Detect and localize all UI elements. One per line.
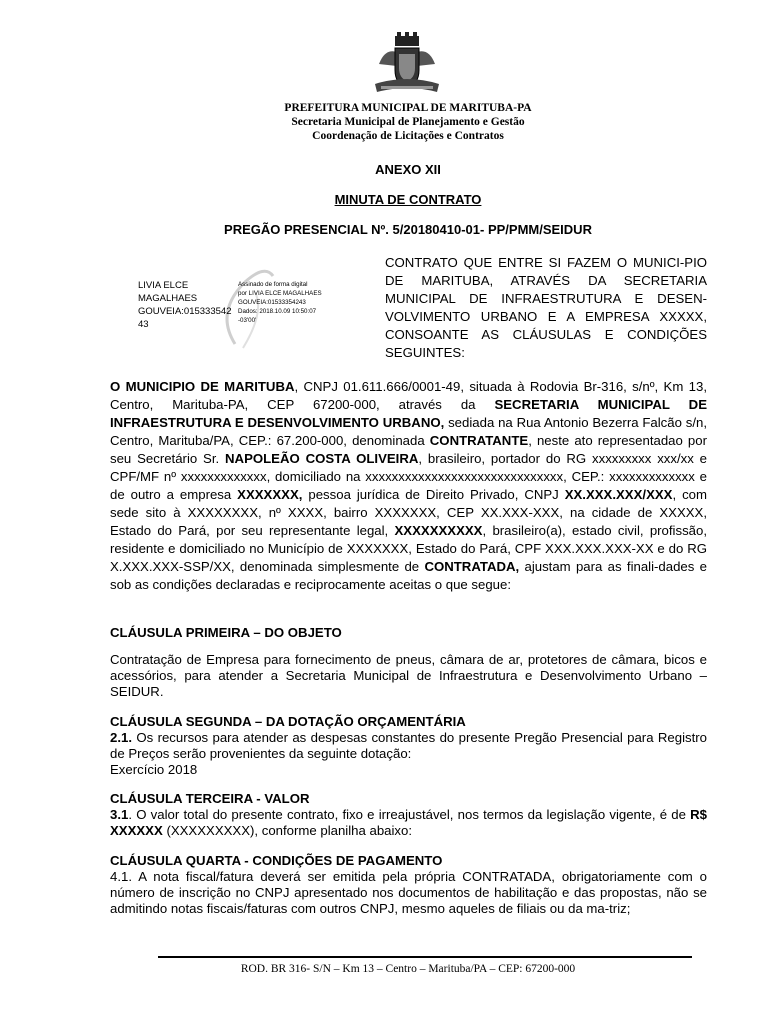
header-coordenacao: Coordenação de Licitações e Contratos [312,130,504,142]
clause-3-title: CLÁUSULA TERCEIRA - VALOR [110,791,310,806]
clause-1-text: Contratação de Empresa para fornecimento de pneus, câmara de ar, protetores de câmara, bicos e acessórios, para atender a Secretaria Municipal de Infraestrutura e Desenvolvimento Urbano – SEIDUR. [110,652,707,699]
header-secretaria: Secretaria Municipal de Planejamento e Gestão [291,116,525,128]
clause-3-text: 3.1. O valor total do presente contrato, fixo e irreajustável, nos termos da legislação vigente, é de R$ XXXXXX (XXXXXXXXX), conforme planilha abaixo: [110,807,707,838]
pregao-title: PREGÃO PRESENCIAL Nº. 5/20180410-01- PP/PMM/SEIDUR [224,222,592,237]
header-prefeitura: PREFEITURA MUNICIPAL DE MARITUBA-PA [284,102,532,114]
signature-info: Assinado de forma digital por LIVIA ELCE MAGALHAES GOUVEIA:01533354243 Dados: 2018.10.09 10:50:07 -03'00' [238,281,322,324]
clause-2-exercise: Exercício 2018 [110,762,198,777]
clause-2-title: CLÁUSULA SEGUNDA – DA DOTAÇÃO ORÇAMENTÁRIA [110,714,466,729]
coat-of-arms-logo [371,30,443,100]
footer-divider [158,956,692,958]
clause-1-title: CLÁUSULA PRIMEIRA – DO OBJETO [110,625,342,640]
clause-2-text: 2.1. Os recursos para atender as despesas constantes do presente Pregão Presencial para Registro de Preços serão provenientes da seguinte dotação: [110,730,707,761]
minuta-title: MINUTA DE CONTRATO [334,192,482,207]
contract-intro: CONTRATO QUE ENTRE SI FAZEM O MUNICI-PIO DE MARITUBA, ATRAVÉS DA SECRETARIA MUNICIPAL DE INFRAESTRUTURA E DESEN-VOLVIMENTO URBANO E A EMPRESA XXXXX, CONSOANTE AS CLÁUSULAS E CONDIÇÕES SEGUINTES: [385,255,707,360]
signature-name: LIVIA ELCE MAGALHAES GOUVEIA:015333542 43 [138,280,232,330]
clause-4-text: 4.1. A nota fiscal/fatura deverá ser emitida pela própria CONTRATADA, obrigatoriamente com o número de inscrição no CNPJ apresentado nos documentos de habilitação e das propostas, não se admitindo notas fiscais/faturas com outros CNPJ, mesmo aqueles de filiais ou da ma-triz; [110,869,707,916]
parties-paragraph: O MUNICIPIO DE MARITUBA, CNPJ 01.611.666/0001-49, situada à Rodovia Br-316, s/nº, Km 13, Centro, Marituba-PA, CEP 67200-000, através da SECRETARIA MUNICIPAL DE INFRAESTRUTURA E DESENVOLVIMENTO URBANO, sediada na Rua Antonio Bezerra Falcão s/n, Centro, Marituba/PA, CEP.: 67.200-000, denominada CONTRATANTE, neste ato representadao por seu Secretário Sr. NAPOLEÃO COSTA OLIVEIRA, brasileiro, portador do RG xxxxxxxxx xxx/xx e CPF/MF nº xxxxxxxxxxxxx, domiciliado na xxxxxxxxxxxxxxxxxxxxxxxxxxxxxx, CEP.: xxxxxxxxxxxxx e de outro a empresa XXXXXXX, pessoa jurídica de Direito Privado, CNPJ XX.XXX.XXX/XXX, com sede sito à XXXXXXXX, nº XXXX, bairro XXXXXXX, CEP XX.XXX-XXX, na cidade de XXXXX, Estado do Pará, por seu representante legal, XXXXXXXXXX, brasileiro(a), estado civil, profissão, residente e domiciliado no Município de XXXXXXX, Estado do Pará, CPF XXX.XXX.XXX-XX e do RG X.XXX.XXX-SSP/XX, denominada simplesmente de CONTRATADA, ajustam para as finali-dades e sob as condições declaradas e reciprocamente aceitas o que segue: [110,379,708,592]
footer-address: ROD. BR 316- S/N – Km 13 – Centro – Marituba/PA – CEP: 67200-000 [240,963,576,975]
annex-title: ANEXO XII [375,162,441,177]
clause-4-title: CLÁUSULA QUARTA - CONDIÇÕES DE PAGAMENTO [110,853,443,868]
